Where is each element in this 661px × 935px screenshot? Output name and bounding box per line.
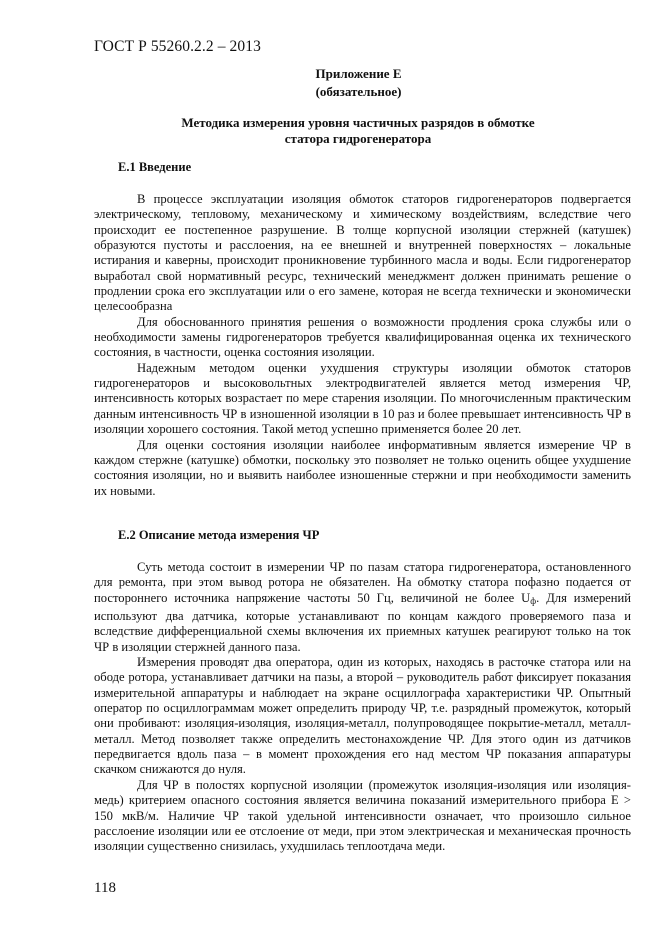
paragraph-text: Суть метода состоит в измерении ЧР по пазам статора гидрогенератора, остановленного для ремонта, при этом вывод ротора не обязателен. На обмотку статора пофазно подается от постороннего источника напряжение частоты 50 Гц, величиной не более U xyxy=(94,560,631,605)
paragraph: Для ЧР в полостях корпусной изоляции (промежуток изоляция-изоляция или изоляция-медь) критерием опасного состояния является величина показаний измерительного прибора Е > 150 мкВ/м. Наличие ЧР такой удельной интенсивности означает, что произошло сильное расслоение изоляции или ее отслоение от меди, при этом электрическая и механическая прочность изоляции существенно снизилась, ухудшилась теплоотдача меди. xyxy=(94,777,631,854)
appendix-heading-line1: Методика измерения уровня частичных разрядов в обмотке xyxy=(181,115,535,130)
appendix-title: Приложение Е xyxy=(315,66,402,81)
paragraph: В процессе эксплуатации изоляция обмоток статоров гидрогенераторов подвергается электрическому, тепловому, механическому и химическому воздействиям, вследствие чего происходит ее постепенное разрушение. В толще корпусной изоляции стержней (катушек) образуются пустоты и расслоения, на ее внешней и внутренней поверхностях – локальные истирания и каверны, происходит проникновение турбинного масла и воды. Если гидрогенератор выработал свой нормативный ресурс, технический менеджмент должен принимать решение о продлении срока его эксплуатации или о его замене, которая не всегда технически и экономически целесообразна xyxy=(94,192,631,314)
standard-header: ГОСТ Р 55260.2.2 – 2013 xyxy=(94,38,261,55)
appendix-status: (обязательное) xyxy=(315,84,402,99)
paragraph: Для обоснованного принятия решения о возможности продления срока службы или о необходимости замены гидрогенераторов требуется квалифицированная оценка их технического состояния, в частности, оценка состояния изоляции. xyxy=(94,314,631,360)
paragraph: Для оценки состояния изоляции наиболее информативным является измерение ЧР в каждом стержне (катушке) обмотки, поскольку это позволяет не только оценить общее ухудшение состояния изоляции, но и выявить наиболее изношенные стержни и при необходимости заменить их новыми. xyxy=(94,437,631,498)
phase-subscript: ф xyxy=(530,595,537,606)
appendix-heading-line2: статора гидрогенератора xyxy=(284,131,432,146)
paragraph-text: . Для измерений используют два датчика, которые устанавливают по концам каждого проверяемого паза и вследствие дифференциальной схемы включения их приемных катушек реагируют только на ток ЧР в изоляции стержней данного паза. xyxy=(94,590,631,654)
paragraph: Измерения проводят два оператора, один из которых, находясь в расточке статора или на ободе ротора, устанавливает датчики на пазы, а второй – руководитель работ фиксирует показания измерительной аппаратуры и наблюдает на экране осциллографа характеристики ЧР. Опытный оператор по осциллограммам может определить природу ЧР, т.е. разрядный промежуток, который они пробивают: изоляция-изоляция, изоляция-металл, полупроводящее покрытие-металл, металл-металл. Метод позволяет также определить местонахождение ЧР. Для этого один из датчиков передвигается вдоль паза – в момент прохождения его над местом ЧР показания аппаратуры скачком снижаются до нуля. xyxy=(94,655,631,777)
section-2-body xyxy=(94,560,631,855)
section-1-heading: Е.1 Введение xyxy=(118,160,192,174)
section-2-heading: Е.2 Описание метода измерения ЧР xyxy=(118,528,320,542)
paragraph xyxy=(94,560,631,655)
section-1-body xyxy=(94,192,631,499)
paragraph: Надежным методом оценки ухудшения структуры изоляции обмоток статоров гидрогенераторов и высоковольтных электродвигателей является метод измерения ЧР, интенсивность которых возрастает по мере старения изоляции. По многочисленным практическим данным интенсивность ЧР в изношенной изоляции в 10 раз и более превышает интенсивность ЧР в изоляции хорошего состояния. Такой метод успешно применяется более 20 лет. xyxy=(94,360,631,437)
appendix-heading xyxy=(118,115,598,147)
page-number: 118 xyxy=(94,880,116,896)
